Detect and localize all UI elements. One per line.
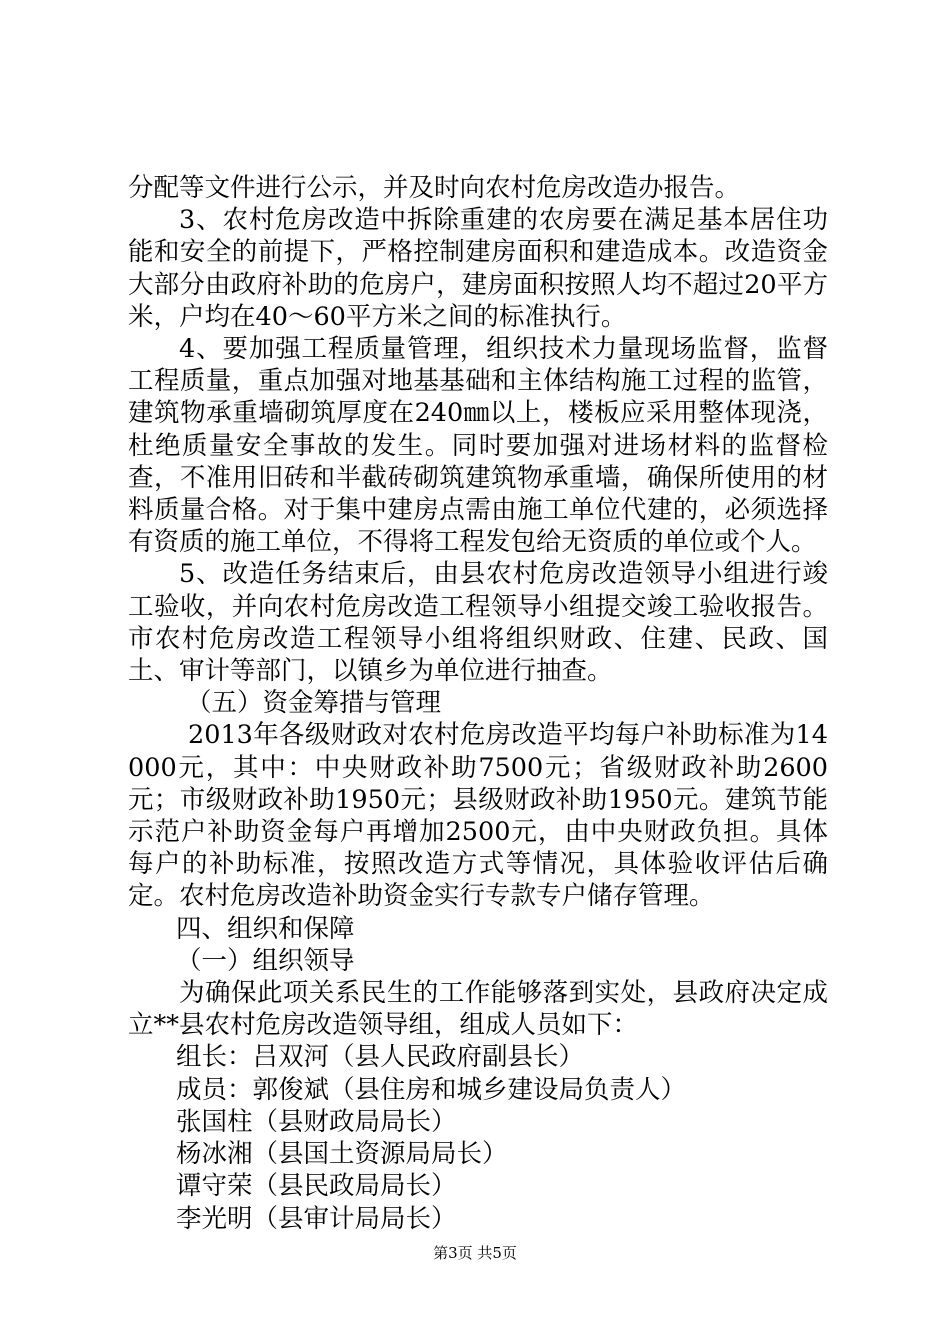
paragraph-leadership-group: 为确保此项关系民生的工作能够落到实处，县政府决定成立**县农村危房改造领导组，组成人员如下：: [128, 978, 828, 1041]
paragraph-item-3: 3、农村危房改造中拆除重建的农房要在满足基本居住功能和安全的前提下，严格控制建房面积和建造成本。改造资金大部分由政府补助的危房户，建房面积按照人均不超过20平方米，户均在40～60平方米之间的标准执行。: [128, 205, 828, 332]
paragraph-publicity: 分配等文件进行公示，并及时向农村危房改造办报告。: [128, 173, 741, 203]
section-heading-organization: 四、组织和保障: [176, 913, 355, 944]
paragraph-item-4: 4、要加强工程质量管理，组织技术力量现场监督，监督工程质量，重点加强对地基基础和主体结构施工过程的监管，建筑物承重墙砌筑厚度在240㎜以上，楼板应采用整体现浇，杜绝质量安全事故的发生。同时要加强对进场材料的监督检查，不准用旧砖和半截砖砌筑建筑物承重墙，确保所使用的材料质量合格。对于集中建房点需由施工单位代建的，必须选择有资质的施工单位，不得将工程发包给无资质的单位或个人。: [128, 334, 828, 558]
member-1: 成员：郭俊斌（县住房和城乡建设局负责人）: [176, 1074, 687, 1105]
document-body: [128, 172, 828, 1235]
member-leader: 组长：吕双河（县人民政府副县长）: [176, 1042, 585, 1073]
paragraph-funding: 2013年各级财政对农村危房改造平均每户补助标准为14000元，其中：中央财政补助7500元；省级财政补助2600元；市级财政补助1950元；县级财政补助1950元。建筑节能示范户补助资金每户再增加2500元，由中央财政负担。具体每户的补助标准，按照改造方式等情况，具体验收评估后确定。农村危房改造补助资金实行专款专户储存管理。: [128, 720, 828, 912]
page-footer: [0, 1243, 950, 1263]
section-heading-leadership: （一）组织领导: [176, 945, 355, 976]
member-5: 李光明（县审计局局长）: [176, 1203, 457, 1234]
member-3: 杨冰湘（县国土资源局局长）: [176, 1139, 508, 1170]
section-heading-funding: （五）资金筹措与管理: [186, 688, 442, 719]
paragraph-item-5: 5、改造任务结束后，由县农村危房改造领导小组进行竣工验收，并向农村危房改造工程领导小组提交竣工验收报告。市农村危房改造工程领导小组将组织财政、住建、民政、国土、审计等部门，以镇乡为单位进行抽查。: [128, 559, 828, 687]
page-number: 第3页 共5页: [433, 1244, 517, 1262]
member-2: 张国柱（县财政局局长）: [176, 1106, 457, 1137]
member-4: 谭守荣（县民政局局长）: [176, 1171, 457, 1202]
